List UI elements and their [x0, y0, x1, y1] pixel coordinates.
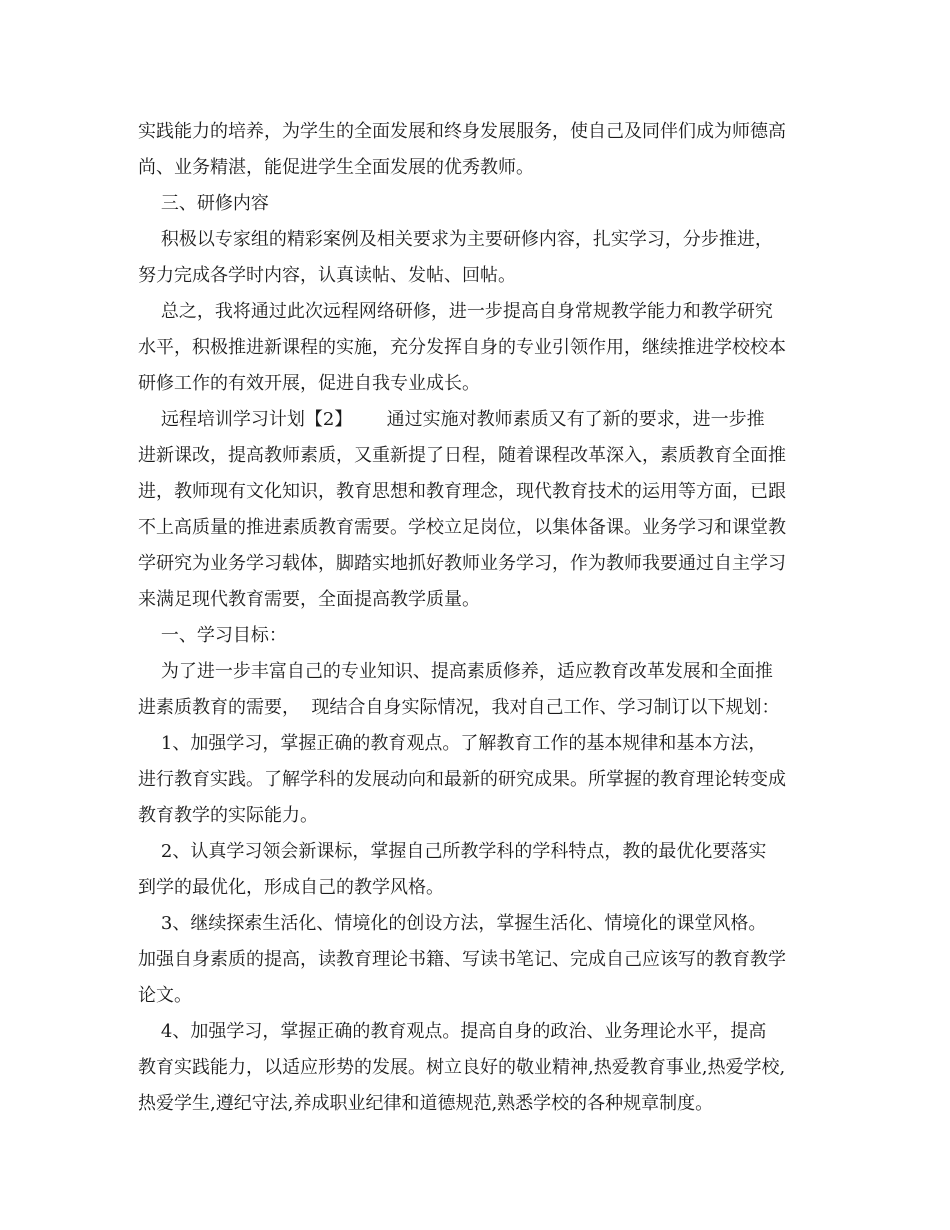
text-line: 尚、业务精湛，能促进学生全面发展的优秀教师。: [138, 157, 534, 178]
text-line: 3、继续探索生活化、情境化的创设方法，掌握生活化、情境化的课堂风格。: [138, 913, 767, 934]
text-line: 学研究为业务学习载体，脚踏实地抓好教师业务学习，作为教师我要通过自主学习: [138, 553, 786, 574]
document-body: [138, 114, 818, 1122]
text-line: 2、认真学习领会新课标，掌握自己所教学科的学科特点，教的最优化要落实: [138, 841, 767, 862]
section-heading: 一、学习目标：: [138, 625, 287, 646]
text-line: 实践能力的培养，为学生的全面发展和终身发展服务，使自己及同伴们成为师德高: [138, 121, 786, 142]
text-line: 进行教育实践。了解学科的发展动向和最新的研究成果。所掌握的教育理论转变成: [138, 769, 786, 790]
text-line: 4、加强学习，掌握正确的教育观点。提高自身的政治、业务理论水平，提高: [138, 1021, 767, 1042]
text-line: 进新课改，提高教师素质，又重新提了日程，随着课程改革深入，素质教育全面推: [138, 445, 786, 466]
text-line: 不上高质量的推进素质教育需要。学校立足岗位，以集体备课。业务学习和课堂教: [138, 517, 786, 538]
text-line: 加强自身素质的提高，读教育理论书籍、写读书笔记、完成自己应该写的教育教学: [138, 949, 786, 970]
text-line: 教育实践能力，以适应形势的发展。树立良好的敬业精神,热爱教育事业,热爱学校,: [138, 1057, 786, 1078]
text-line: 努力完成各学时内容，认真读帖、发帖、回帖。: [138, 265, 516, 286]
text-line: 热爱学生,遵纪守法,养成职业纪律和道德规范,熟悉学校的各种规章制度。: [138, 1093, 714, 1114]
text-line: 教育教学的实际能力。: [138, 805, 318, 826]
text-line: 进素质教育的需要， 现结合自身实际情况，我对自己工作、学习制订以下规划：: [138, 697, 780, 718]
text-line: 来满足现代教育需要，全面提高教学质量。: [138, 589, 480, 610]
text-line: 为了进一步丰富自己的专业知识、提高素质修养，适应教育改革发展和全面推: [138, 661, 773, 682]
text-line: 研修工作的有效开展，促进自我专业成长。: [138, 373, 480, 394]
text-line: 到学的最优化，形成自己的教学风格。: [138, 877, 444, 898]
text-line: 论文。: [138, 985, 192, 1006]
text-line: 水平，积极推进新课程的实施，充分发挥自身的专业引领作用，继续推进学校校本: [138, 337, 786, 358]
text-line: 进，教师现有文化知识，教育思想和教育理念，现代教育技术的运用等方面，已跟: [138, 481, 786, 502]
text-line: 积极以专家组的精彩案例及相关要求为主要研修内容，扎实学习，分步推进，: [138, 229, 773, 250]
section-heading: 三、研修内容: [138, 193, 269, 214]
text-line: 总之，我将通过此次远程网络研修，进一步提高自身常规教学能力和教学研究: [138, 301, 773, 322]
text-line: 1、加强学习，掌握正确的教育观点。了解教育工作的基本规律和基本方法，: [138, 733, 767, 754]
text-line: 远程培训学习计划【2】 通过实施对教师素质又有了新的要求，进一步推: [138, 409, 765, 430]
